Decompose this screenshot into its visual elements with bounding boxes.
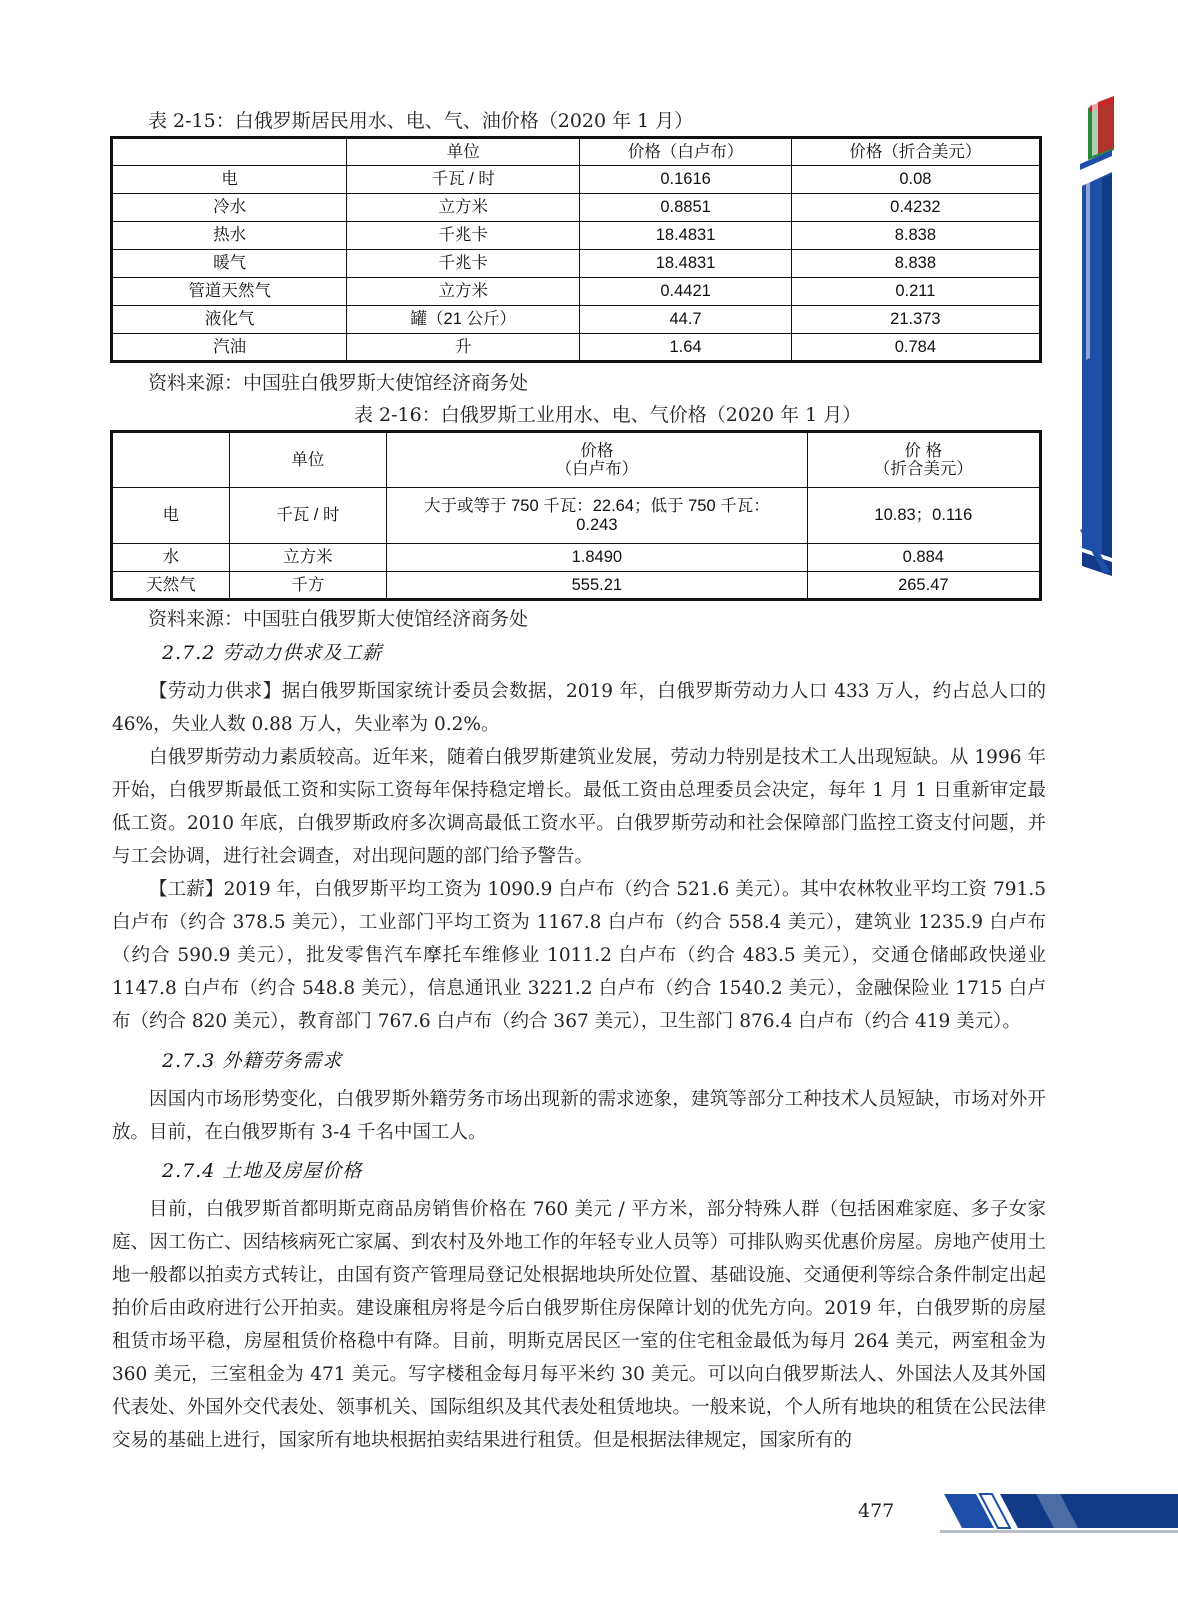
- price-usd-cell: 10.83；0.116: [807, 488, 1040, 544]
- paragraph: [112, 1193, 1046, 1457]
- unit-cell: 立方米: [229, 544, 386, 572]
- unit-cell: 罐（21 公斤）: [347, 306, 580, 334]
- price-usd-cell: 8.838: [791, 222, 1040, 250]
- item-cell: 液化气: [112, 306, 347, 334]
- paragraph-label: 【工薪】: [149, 879, 224, 900]
- item-cell: 电: [112, 488, 230, 544]
- item-cell: 汽油: [112, 334, 347, 362]
- price-byn-cell: 0.4421: [580, 278, 791, 306]
- item-cell: 暖气: [112, 250, 347, 278]
- unit-cell: 千瓦 / 时: [229, 488, 386, 544]
- paragraph-text: 据白俄罗斯国家统计委员会数据，2019 年，白俄罗斯劳动力人口 433 万人，约占总人口的 46%，失业人数 0.88 万人，失业率为 0.2%。: [112, 681, 1046, 735]
- unit-cell: 立方米: [347, 194, 580, 222]
- price-byn-cell: 大于或等于 750 千瓦：22.64；低于 750 千瓦： 0.243: [387, 488, 808, 544]
- item-cell: 管道天然气: [112, 278, 347, 306]
- paragraph: [112, 675, 1046, 741]
- price-byn-cell: 44.7: [580, 306, 791, 334]
- header-cell: 单位: [347, 138, 580, 166]
- header-cell: [112, 138, 347, 166]
- header-cell: [112, 432, 230, 488]
- table-row: [112, 306, 1041, 334]
- section-heading: 2.7.2 劳动力供求及工薪: [162, 642, 383, 664]
- unit-cell: 千方: [229, 572, 386, 600]
- header-cell: 价格（折合美元）: [791, 138, 1040, 166]
- price-byn-cell: 0.8851: [580, 194, 791, 222]
- unit-cell: 千兆卡: [347, 250, 580, 278]
- price-byn-cell: 0.1616: [580, 166, 791, 194]
- paragraph-text: 白俄罗斯劳动力素质较高。近年来，随着白俄罗斯建筑业发展，劳动力特别是技术工人出现短缺。从 1996 年开始，白俄罗斯最低工资和实际工资每年保持稳定增长。最低工资由总理委员会决定，每年 1 月 1 日重新审定最低工资。2010 年底，白俄罗斯政府多次调高最低工资水平。白俄罗斯劳动和社会保障部门监控工资支付问题，并与工会协调，进行社会调查，对出现问题的部门给予警告。: [112, 747, 1046, 867]
- table-header-row: [112, 432, 1041, 488]
- table-caption: 表 2-16：白俄罗斯工业用水、电、气价格（2020 年 1 月）: [354, 404, 862, 426]
- table-row: [112, 544, 1041, 572]
- residential-price-table: [110, 136, 1042, 363]
- section-heading: 2.7.3 外籍劳务需求: [162, 1050, 343, 1072]
- page-number: 477: [858, 1500, 895, 1522]
- price-byn-cell: 18.4831: [580, 250, 791, 278]
- paragraph-label: 【劳动力供求】: [149, 681, 282, 702]
- table-row: [112, 166, 1041, 194]
- paragraph: [112, 741, 1046, 873]
- price-usd-cell: 21.373: [791, 306, 1040, 334]
- header-cell: 单位: [229, 432, 386, 488]
- price-usd-cell: 265.47: [807, 572, 1040, 600]
- section-heading: 2.7.4 土地及房屋价格: [162, 1160, 363, 1182]
- table-row: [112, 250, 1041, 278]
- price-usd-cell: 0.08: [791, 166, 1040, 194]
- table-row: [112, 194, 1041, 222]
- table-row: [112, 572, 1041, 600]
- table-source: 资料来源：中国驻白俄罗斯大使馆经济商务处: [148, 372, 529, 394]
- footer-stripes: [940, 1490, 1178, 1534]
- price-usd-cell: 0.211: [791, 278, 1040, 306]
- table-header-row: [112, 138, 1041, 166]
- unit-cell: 升: [347, 334, 580, 362]
- price-usd-cell: 0.884: [807, 544, 1040, 572]
- price-usd-cell: 0.784: [791, 334, 1040, 362]
- item-cell: 天然气: [112, 572, 230, 600]
- price-byn-cell: 18.4831: [580, 222, 791, 250]
- item-cell: 电: [112, 166, 347, 194]
- price-byn-cell: 1.64: [580, 334, 791, 362]
- item-cell: 热水: [112, 222, 347, 250]
- table-row: [112, 222, 1041, 250]
- table-row: [112, 488, 1041, 544]
- unit-cell: 千兆卡: [347, 222, 580, 250]
- price-usd-cell: 0.4232: [791, 194, 1040, 222]
- price-usd-cell: 8.838: [791, 250, 1040, 278]
- header-cell: 价 格 （折合美元）: [807, 432, 1040, 488]
- paragraph-text: 因国内市场形势变化，白俄罗斯外籍劳务市场出现新的需求迹象，建筑等部分工种技术人员短缺，市场对外开放。目前，在白俄罗斯有 3-4 千名中国工人。: [112, 1089, 1046, 1143]
- price-byn-cell: 1.8490: [387, 544, 808, 572]
- table-row: [112, 334, 1041, 362]
- industrial-price-table: [110, 430, 1042, 601]
- paragraph-text: 2019 年，白俄罗斯平均工资为 1090.9 白卢布（约合 521.6 美元）。其中农林牧业平均工资 791.5 白卢布（约合 378.5 美元），工业部门平均工资为 1167.8 白卢布（约合 558.4 美元），建筑业 1235.9 白卢布（约合 590.9 美元），批发零售汽车摩托车维修业 1011.2 白卢布（约合 483.5 美元），交通仓储邮政快递业 1147.8 白卢布（约合 548.8 美元），信息通讯业 3221.2 白卢布（约合 1540.2 美元），金融保险业 1715 白卢布（约合 820 美元），教育部门 767.6 白卢布（约合 367 美元），卫生部门 876.4 白卢布（约合 419 美元）。: [112, 879, 1046, 1032]
- unit-cell: 立方米: [347, 278, 580, 306]
- paragraph: [112, 1083, 1046, 1149]
- item-cell: 水: [112, 544, 230, 572]
- table-caption: 表 2-15：白俄罗斯居民用水、电、气、油价格（2020 年 1 月）: [148, 110, 694, 132]
- paragraph-text: 目前，白俄罗斯首都明斯克商品房销售价格在 760 美元 / 平方米，部分特殊人群（包括困难家庭、多子女家庭、因工伤亡、因结核病死亡家属、到农村及外地工作的年轻专业人员等）可排队购买优惠价房屋。房地产使用土地一般都以拍卖方式转让，由国有资产管理局登记处根据地块所处位置、基础设施、交通便利等综合条件制定出起拍价后由政府进行公开拍卖。建设廉租房将是今后白俄罗斯住房保障计划的优先方向。2019 年，白俄罗斯的房屋租赁市场平稳，房屋租赁价格稳中有降。目前，明斯克居民区一室的住宅租金最低为每月 264 美元，两室租金为 360 美元，三室租金为 471 美元。写字楼租金每月每平米约 30 美元。可以向白俄罗斯法人、外国法人及其外国代表处、外国外交代表处、领事机关、国际组织及其代表处租赁地块。一般来说，个人所有地块的租赁在公民法律交易的基础上进行，国家所有地块根据拍卖结果进行租赁。但是根据法律规定，国家所有的: [112, 1199, 1046, 1451]
- table-row: [112, 278, 1041, 306]
- paragraph: [112, 873, 1046, 1038]
- side-decoration: [1078, 88, 1178, 588]
- header-cell: 价格（白卢布）: [580, 138, 791, 166]
- table-source: 资料来源：中国驻白俄罗斯大使馆经济商务处: [148, 608, 529, 630]
- unit-cell: 千瓦 / 时: [347, 166, 580, 194]
- price-byn-cell: 555.21: [387, 572, 808, 600]
- item-cell: 冷水: [112, 194, 347, 222]
- header-cell: 价格 （白卢布）: [387, 432, 808, 488]
